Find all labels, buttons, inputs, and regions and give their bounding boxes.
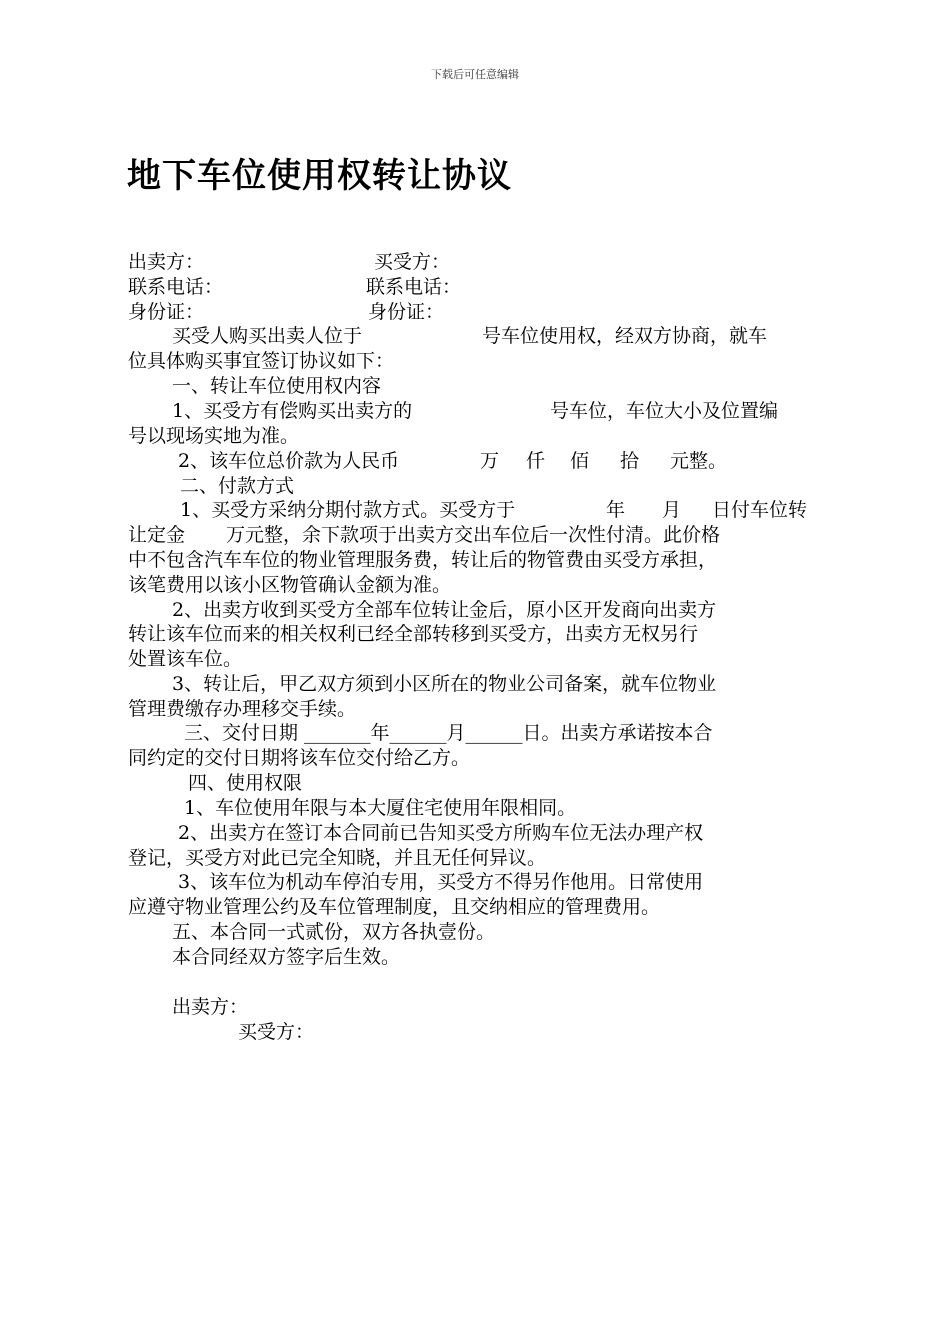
agreement-line: 2、该车位总价款为人民币 xyxy=(178,450,400,472)
agreement-line: 二、付款方式 xyxy=(180,475,295,497)
agreement-line: 位具体购买事宜签订协议如下： xyxy=(128,350,395,372)
agreement-line: 身份证： xyxy=(128,301,205,323)
agreement-line: 3、该车位为机动车停泊专用，买受方不得另作他用。日常使用 xyxy=(178,871,704,893)
agreement-line: 联系电话： xyxy=(366,276,462,298)
agreement-line: 年 xyxy=(606,499,626,521)
agreement-line: 四、使用权限 xyxy=(188,772,303,794)
agreement-line: 仟 xyxy=(526,450,546,472)
agreement-line: 1、买受方采纳分期付款方式。买受方于 xyxy=(180,499,516,521)
agreement-line: 万 xyxy=(480,450,500,472)
agreement-line: 1、车位使用年限与本大厦住宅使用年限相同。 xyxy=(184,797,577,819)
agreement-line: 应遵守物业管理公约及车位管理制度，且交纳相应的管理费用。 xyxy=(128,896,661,918)
agreement-line: 出卖方： xyxy=(128,251,205,273)
agreement-line: 佰 xyxy=(570,450,590,472)
agreement-line: 一、转让车位使用权内容 xyxy=(172,375,382,397)
agreement-line: 日付车位转 xyxy=(712,499,808,521)
agreement-line: 五、本合同一式贰份，双方各执壹份。 xyxy=(172,921,496,943)
agreement-line: 3、转让后，甲乙双方须到小区所在的物业公司备案，就车位物业 xyxy=(172,673,717,695)
agreement-line: 月 xyxy=(662,499,682,521)
agreement-line: 买受人购买出卖人位于 xyxy=(172,325,363,347)
agreement-line: 本合同经双方签字后生效。 xyxy=(172,946,401,968)
agreement-line: 三、交付日期 _______年______月______日。出卖方承诺按本合 xyxy=(184,722,713,744)
page-header-note: 下载后可任意编辑 xyxy=(431,68,519,81)
agreement-line: 号车位，车位大小及位置编 xyxy=(550,400,779,422)
agreement-line: 中不包含汽车车位的物业管理服务费，转让后的物管费由买受方承担， xyxy=(128,549,718,571)
agreement-line: 处置该车位。 xyxy=(128,648,243,670)
agreement-line: 管理费缴存办理移交手续。 xyxy=(128,698,357,720)
agreement-line: 买受方： xyxy=(374,251,451,273)
agreement-line: 出卖方： xyxy=(172,996,249,1018)
agreement-line: 1、买受方有偿购买出卖方的 xyxy=(172,400,413,422)
agreement-line: 2、出卖方收到买受方全部车位转让金后，原小区开发商向出卖方 xyxy=(172,599,717,621)
agreement-line: 联系电话： xyxy=(128,276,224,298)
page-title: 地下车位使用权转让协议 xyxy=(127,156,512,196)
agreement-line: 号以现场实地为准。 xyxy=(128,425,300,447)
agreement-line: 身份证： xyxy=(368,301,445,323)
agreement-line: 买受方： xyxy=(238,1021,315,1043)
agreement-line: 该笔费用以该小区物管确认金额为准。 xyxy=(128,574,452,596)
agreement-line: 元整。 xyxy=(670,450,728,472)
agreement-line: 拾 xyxy=(620,450,640,472)
agreement-line: 万元整，余下款项于出卖方交出车位后一次性付清。此价格 xyxy=(226,524,721,546)
agreement-line: 登记，买受方对此已完全知晓，并且无任何异议。 xyxy=(128,847,547,869)
agreement-line: 号车位使用权，经双方协商，就车 xyxy=(482,325,768,347)
agreement-line: 同约定的交付日期将该车位交付给乙方。 xyxy=(128,747,471,769)
agreement-line: 让定金 xyxy=(128,524,186,546)
agreement-line: 2、出卖方在签订本合同前已告知买受方所购车位无法办理产权 xyxy=(178,822,704,844)
agreement-line: 转让该车位而来的相关权利已经全部转移到买受方，出卖方无权另行 xyxy=(128,623,699,645)
